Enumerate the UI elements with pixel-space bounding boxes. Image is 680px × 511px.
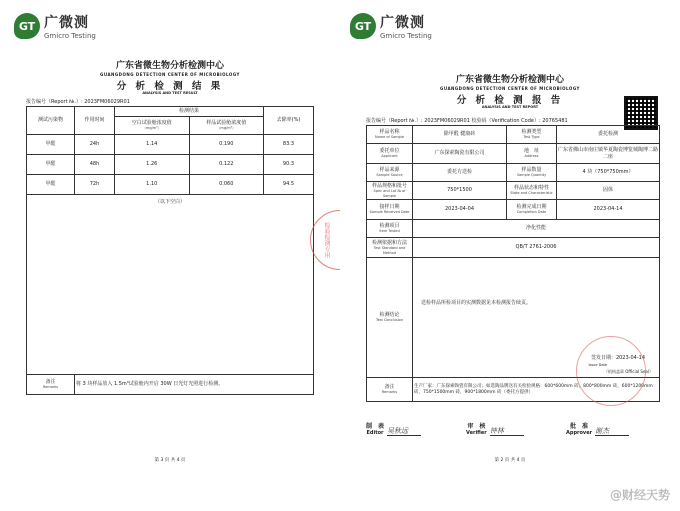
table-row: 检测依据和方法 Test Standard and Method QB/T 2761-2006 bbox=[367, 238, 660, 258]
cell-sample: 0.060 bbox=[189, 175, 264, 195]
cell-time: 48h bbox=[75, 155, 115, 175]
table-row: 委托单位 Applicant 广东探索陶瓷有限公司 地 址 Address 广东省佛山市南庄镇华夏陶瓷博览城陶博二路二座 bbox=[367, 144, 660, 164]
report-title-cn: 分 析 检 测 报 告 bbox=[456, 95, 564, 106]
table-row: 检测项目 Item Tested 净化性能 bbox=[367, 220, 660, 238]
header-pollutant: 测试污染物 bbox=[27, 107, 75, 135]
header-time: 作用时间 bbox=[75, 107, 115, 135]
center-title-cn: 广东省微生物分析检测中心 bbox=[115, 61, 224, 71]
logo bbox=[350, 12, 432, 40]
table-row bbox=[27, 175, 314, 195]
remarks-text: 生产厂家：广东探索陶瓷有限公司；如选陶品牌送有关检验规格：600*600mm 砖，800*800mm 砖，600*1200mm 砖，750*1500mm 砖，900*1800mm 砖（委托方提供） bbox=[413, 378, 660, 402]
cell-rate: 90.3 bbox=[264, 155, 314, 175]
issue-date-en: Issue Date bbox=[588, 362, 607, 367]
logo-mark-icon: GT bbox=[350, 13, 376, 39]
editor-signature: 制 表 Editor 吴秋远 bbox=[366, 424, 421, 436]
cell-pollutant: 甲醛 bbox=[27, 135, 75, 155]
cell-sample: 0.190 bbox=[189, 135, 264, 155]
watermark: @财经天势 bbox=[609, 488, 670, 502]
table-row bbox=[27, 155, 314, 175]
table-row: 样品来源 Sample Source 委托方送检 样品数量 Sample Quantity 4 块（750*750mm） bbox=[367, 164, 660, 182]
seal-caption: （机构盖章 Official Seal） bbox=[604, 369, 653, 374]
cell-pollutant: 甲醛 bbox=[27, 175, 75, 195]
remarks-text: 将 3 块样品放入 1.5m³试验舱内开启 30W 日光灯光照进行检测。 bbox=[75, 375, 314, 395]
result-title-cn: 分 析 检 测 结 果 bbox=[116, 81, 224, 92]
result-title-en: ANALYSIS AND TEST RESULT bbox=[142, 91, 198, 95]
conclusion-text: 送检样品所检项目的实测数据见本检测报告续页。 bbox=[421, 300, 532, 306]
logo-cn: 广微测 bbox=[44, 15, 89, 31]
report-title-en: ANALYSIS AND TEST REPORT bbox=[481, 105, 539, 109]
center-title-cn: 广东省微生物分析检测中心 bbox=[455, 75, 564, 85]
table-row bbox=[27, 135, 314, 155]
blank-note: （以下空白） bbox=[27, 195, 314, 375]
cell-pollutant: 甲醛 bbox=[27, 155, 75, 175]
page-footer: 第 3 页 共 4 页 bbox=[154, 458, 186, 463]
official-seal-icon bbox=[576, 336, 646, 406]
report-number: 报告编号（Report №.）: 2023FM06029R01 bbox=[26, 99, 130, 105]
center-title-en: GUANGDONG DETECTION CENTER OF MICROBIOLOGY bbox=[100, 72, 240, 77]
header-result: 检测结果 bbox=[115, 107, 264, 117]
result-table bbox=[26, 106, 314, 395]
header-sample: 样品试验舱浓度值 （mg/m³） bbox=[189, 117, 264, 135]
center-title-en: GUANGDONG DETECTION CENTER OF MICROBIOLOGY bbox=[440, 86, 580, 91]
cell-blank: 1.14 bbox=[115, 135, 190, 155]
page-footer: 第 2 页 共 4 页 bbox=[494, 458, 526, 463]
verifier-signature: 审 核 Verifier 钟林 bbox=[466, 424, 524, 436]
table-row: 样品名称 Name of Sample 除甲醛 健康砖 检测类型 Test Type 委托检测 bbox=[367, 126, 660, 144]
cell-time: 72h bbox=[75, 175, 115, 195]
table-row: 检测结论 Test Conclusion 送检样品所检项目的实测数据见本检测报告续页。 签发日期：2023-04-14 Issue Date （机构盖章 Official Seal） bbox=[367, 258, 660, 378]
header-blank: 空白试验舱浓度值 （mg/m³） bbox=[115, 117, 190, 135]
logo-en: Gmicro Testing bbox=[380, 32, 432, 40]
report-number: 报告编号（Report №.）: 2023FM06029R01 校验码（Verification Code）: 20765481 bbox=[366, 118, 568, 124]
issue-date: 签发日期：2023-04-14 bbox=[590, 354, 645, 361]
stamp-text: 检验检测专用 bbox=[323, 222, 330, 258]
cell-time: 24h bbox=[75, 135, 115, 155]
remarks-label: 备注 Remarks bbox=[27, 375, 75, 395]
logo-mark-icon: GT bbox=[14, 13, 40, 39]
table-row: 接样日期 Sample Received Date 2023-04-04 检测完成日期 Completion Date 2023-04-14 bbox=[367, 200, 660, 220]
cell-rate: 94.5 bbox=[264, 175, 314, 195]
header-rate: 去除率(%) bbox=[264, 107, 314, 135]
cell-blank: 1.10 bbox=[115, 175, 190, 195]
logo-en: Gmicro Testing bbox=[44, 32, 96, 40]
logo bbox=[14, 12, 96, 40]
cell-blank: 1.26 bbox=[115, 155, 190, 175]
right-report-page bbox=[340, 0, 680, 511]
cell-sample: 0.122 bbox=[189, 155, 264, 175]
cell-rate: 83.3 bbox=[264, 135, 314, 155]
table-row: 样品规格和批号 Spec and Lot № of Sample 750*1500 样品状态和特性 State and Characteristic 固体 bbox=[367, 182, 660, 200]
approver-signature: 批 准 Approver 谢杰 bbox=[566, 424, 629, 436]
table-row: 备注 Remarks 生产厂家：广东探索陶瓷有限公司；如选陶品牌送有关检验规格：600*600mm 砖，800*800mm 砖，600*1200mm 砖，750*1500mm 砖，900*1800mm 砖（委托方提供） bbox=[367, 378, 660, 402]
logo-cn: 广微测 bbox=[380, 15, 425, 31]
